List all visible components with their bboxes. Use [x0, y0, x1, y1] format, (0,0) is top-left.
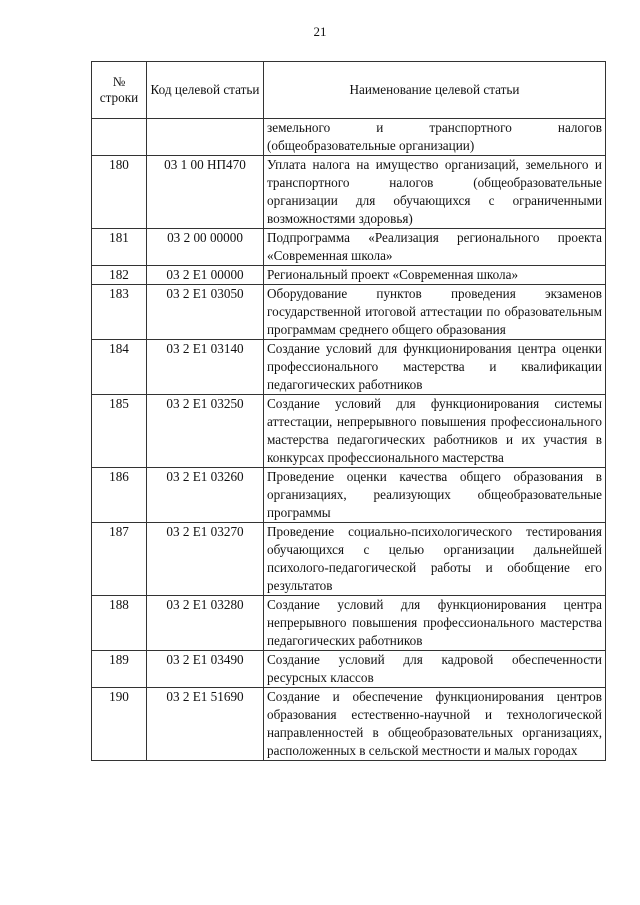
row-name: Оборудование пунктов проведения экзаменов государственной итоговой аттестации по образовательным программам среднего общего образования — [264, 285, 606, 340]
table-row — [92, 119, 606, 156]
row-code: 03 2 E1 03050 — [147, 285, 264, 340]
table-row — [92, 523, 606, 596]
row-number: 184 — [92, 340, 147, 395]
row-number: 189 — [92, 651, 147, 688]
row-code: 03 2 E1 03270 — [147, 523, 264, 596]
row-number: 185 — [92, 395, 147, 468]
row-number: 183 — [92, 285, 147, 340]
row-name: Уплата налога на имущество организаций, земельного и транспортного налогов (общеобразовательные организации для обучающихся с ограниченными возможностями здоровья) — [264, 156, 606, 229]
row-name: Создание условий для функционирования центра оценки профессионального мастерства и квалификации педагогических работников — [264, 340, 606, 395]
row-name: Проведение оценки качества общего образования в организациях, реализующих общеобразовательные программы — [264, 468, 606, 523]
row-code: 03 2 E1 03260 — [147, 468, 264, 523]
row-name: Региональный проект «Современная школа» — [264, 266, 606, 285]
row-name: Создание условий для кадровой обеспеченности ресурсных классов — [264, 651, 606, 688]
header-target-code: Код целевой статьи — [147, 62, 264, 119]
row-code: 03 2 E1 03490 — [147, 651, 264, 688]
row-code: 03 2 E1 03250 — [147, 395, 264, 468]
row-name: Создание условий для функционирования центра непрерывного повышения профессионального мастерства педагогических работников — [264, 596, 606, 651]
header-target-name: Наименование целевой статьи — [264, 62, 606, 119]
row-name: земельного и транспортного налогов (общеобразовательные организации) — [264, 119, 606, 156]
table-row — [92, 468, 606, 523]
row-code: 03 2 E1 03280 — [147, 596, 264, 651]
row-number: 190 — [92, 688, 147, 761]
row-name: Создание и обеспечение функционирования центров образования естественно-научной и технологической направленностей в общеобразовательных организациях, расположенных в сельской местности и малых городах — [264, 688, 606, 761]
row-number: 180 — [92, 156, 147, 229]
table-row — [92, 285, 606, 340]
header-row-number: № строки — [92, 62, 147, 119]
table-header-row — [92, 62, 606, 119]
row-name: Создание условий для функционирования системы аттестации, непрерывного повышения профессионального мастерства педагогических работников и их участия в конкурсах профессионального мастерства — [264, 395, 606, 468]
table-row — [92, 156, 606, 229]
row-code: 03 2 00 00000 — [147, 229, 264, 266]
row-number: 187 — [92, 523, 147, 596]
table-row — [92, 688, 606, 761]
row-code — [147, 119, 264, 156]
page-number: 21 — [313, 24, 327, 39]
row-code: 03 2 E1 00000 — [147, 266, 264, 285]
row-number — [92, 119, 147, 156]
row-name: Подпрограмма «Реализация регионального проекта «Современная школа» — [264, 229, 606, 266]
row-code: 03 2 E1 51690 — [147, 688, 264, 761]
row-number: 181 — [92, 229, 147, 266]
table-row — [92, 596, 606, 651]
table-row — [92, 651, 606, 688]
table-row — [92, 340, 606, 395]
table-row — [92, 266, 606, 285]
row-number: 186 — [92, 468, 147, 523]
table-row — [92, 229, 606, 266]
row-code: 03 2 E1 03140 — [147, 340, 264, 395]
target-articles-table — [91, 61, 606, 761]
row-number: 188 — [92, 596, 147, 651]
row-number: 182 — [92, 266, 147, 285]
row-name: Проведение социально-психологического тестирования обучающихся с целью организации дальнейшей психолого-педагогической работы и обобщение его результатов — [264, 523, 606, 596]
table-row — [92, 395, 606, 468]
row-code: 03 1 00 НП470 — [147, 156, 264, 229]
